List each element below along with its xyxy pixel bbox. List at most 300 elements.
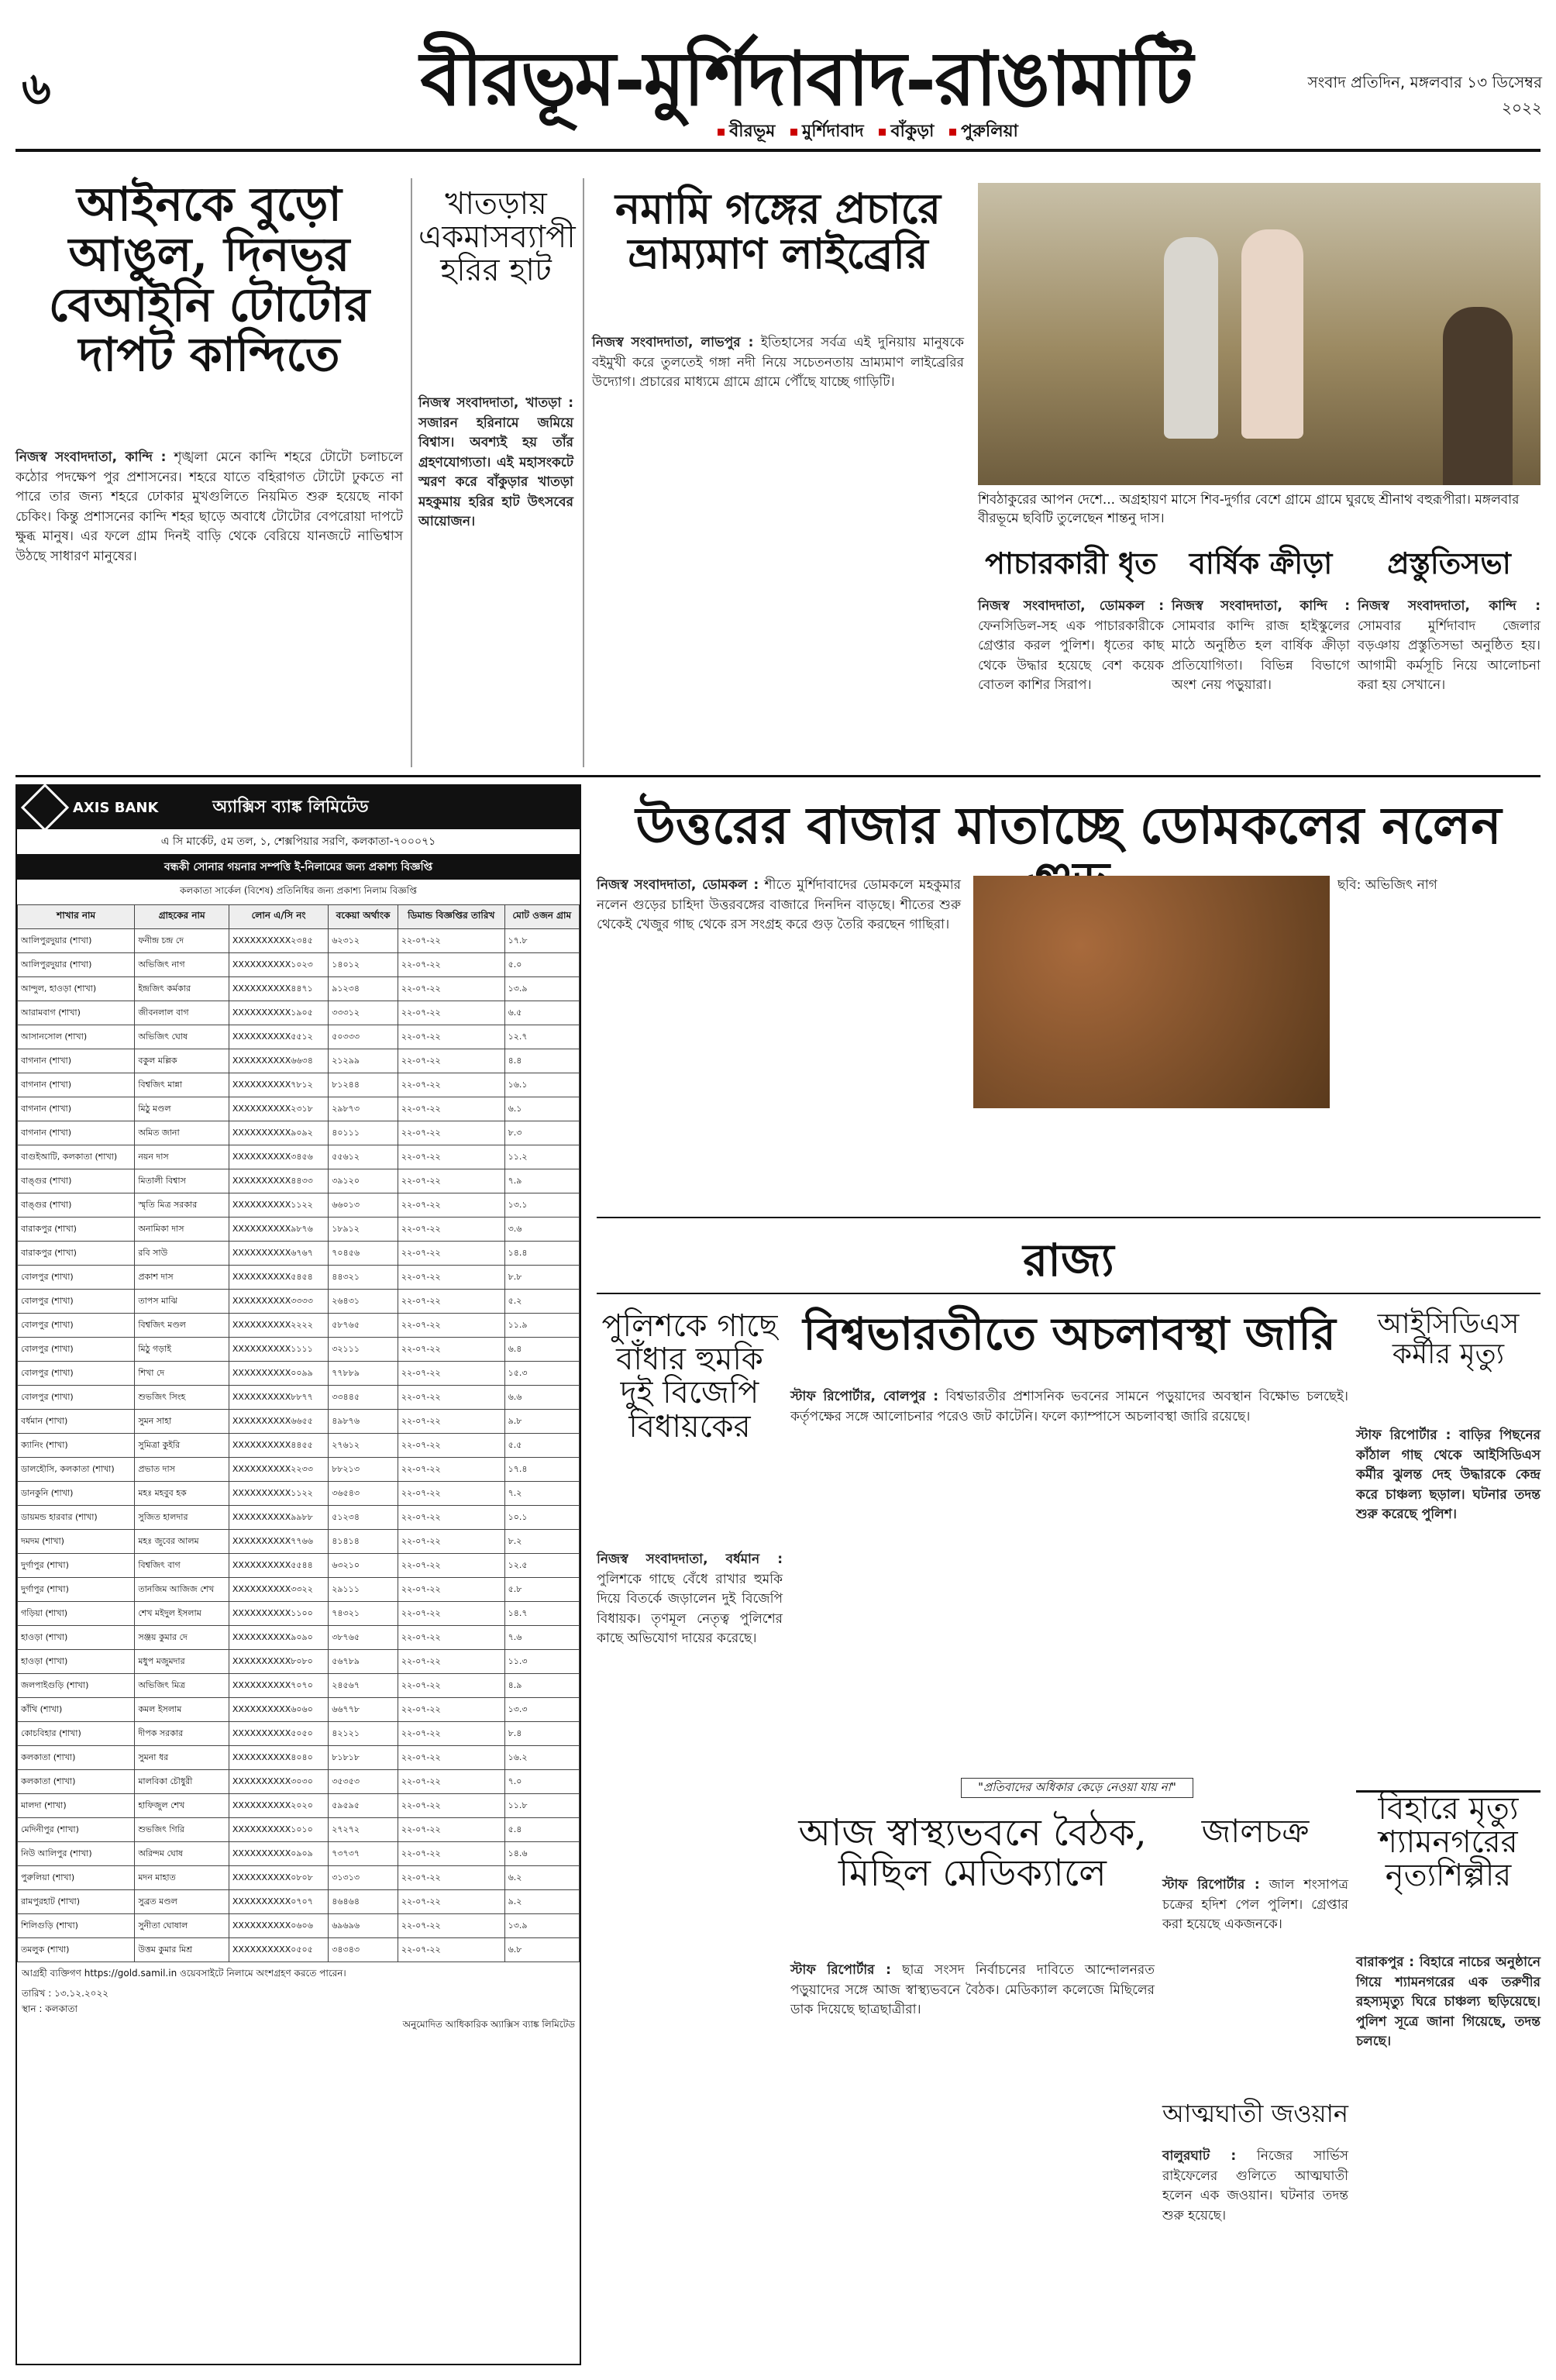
divider [411, 178, 412, 767]
sports-body [1172, 597, 1350, 767]
table-row [18, 1746, 580, 1770]
table-cell: ২৯১১১ [329, 1578, 398, 1602]
table-cell: ৮.২ [504, 1530, 579, 1554]
table-cell: ২২-০৭-২২ [398, 953, 504, 977]
table-cell: অভিজিৎ মিত্র [135, 1674, 229, 1698]
column-header: লোন এ/সি নং [229, 905, 328, 929]
visva-body [790, 1387, 1348, 1775]
table-cell: ৪২১২১ [329, 1722, 398, 1746]
table-cell: মিঠু মণ্ডল [135, 1097, 229, 1121]
ad-title: অ্যাক্সিস ব্যাঙ্ক লিমিটেড [212, 797, 369, 817]
table-cell: ৬.৪ [504, 1338, 579, 1362]
gur-lead: নিজস্ব সংবাদদাতা, ডোমকল : [597, 877, 759, 893]
table-cell: ৩.৬ [504, 1218, 579, 1242]
table-cell: XXXXXXXXXX৩৩৩৩ [229, 1290, 328, 1314]
table-cell: উত্তম কুমার মিশ্র [135, 1938, 229, 1962]
section-birbhum: বীরভূম [718, 122, 775, 141]
table-cell: মিতালী বিশ্বাস [135, 1169, 229, 1193]
performer-figure [1164, 237, 1218, 439]
table-row [18, 1169, 580, 1193]
table-cell: XXXXXXXXXX৯০৯০ [229, 1626, 328, 1650]
table-cell: XXXXXXXXXX১১০০ [229, 1602, 328, 1626]
table-cell: মিঠু গড়াই [135, 1338, 229, 1362]
smuggler-body [978, 597, 1164, 767]
column-header: ডিমান্ড বিজ্ঞপ্তির তারিখ [398, 905, 504, 929]
table-cell: ইন্দ্রজিৎ কর্মকার [135, 977, 229, 1001]
table-row [18, 1554, 580, 1578]
bjp-text: পুলিশকে গাছে বেঁধে রাখার হুমকি দিয়ে বিতর্কে জড়ালেন দুই বিজেপি বিধায়ক। তৃণমূল নেতৃত্ব পুলিশের কাছে অভিযোগ দায়ের করেছে। [597, 1571, 783, 1646]
table-cell: তমলুক (শাখা) [18, 1938, 135, 1962]
table-cell: XXXXXXXXXX৩৩২২ [229, 1578, 328, 1602]
table-cell: XXXXXXXXXX৬৬৩৪ [229, 1049, 328, 1073]
table-cell: ২২-০৭-২২ [398, 1386, 504, 1410]
dateline: সংবাদ প্রতিদিন, মঙ্গলবার ১৩ ডিসেম্বর ২০২২ [1307, 73, 1542, 117]
dancer-body [1356, 1953, 1541, 2364]
table-cell: ১১.৩ [504, 1650, 579, 1674]
table-cell: XXXXXXXXXX১৯০৫ [229, 1001, 328, 1025]
table-cell: XXXXXXXXXX৫৫১২ [229, 1025, 328, 1049]
icds-text: বাড়ির পিছনের কাঁঠাল গাছ থেকে আইসিডিএস কর্মীর ঝুলন্ত দেহ উদ্ধারকে কেন্দ্র করে চাঞ্চল্য ছড়াল। ঘটনার তদন্ত শুরু করেছে পুলিশ। [1356, 1428, 1541, 1522]
table-cell: ৩৫৩৫৩ [329, 1770, 398, 1794]
sports-lead: নিজস্ব সংবাদদাতা, কান্দি : [1172, 598, 1350, 614]
jalchakra-text: জাল শংসাপত্র চক্রের হদিশ পেল পুলিশ। গ্রেপ্তার করা হয়েছে একজনকে। [1162, 1877, 1349, 1932]
table-cell: ২২-০৭-২২ [398, 1842, 504, 1866]
table-cell: অনামিকা দাস [135, 1218, 229, 1242]
table-cell: ১৪.৬ [504, 1842, 579, 1866]
table-row [18, 1073, 580, 1097]
table-cell: ৬৬০১৩ [329, 1193, 398, 1218]
meeting-headline: প্রস্তুতিসভা [1387, 546, 1511, 580]
table-cell: রবি সাউ [135, 1242, 229, 1266]
visva-text: বিশ্বভারতীর প্রশাসনিক ভবনের সামনে পড়ুয়াদের অবস্থান বিক্ষোভ চলছেই। কর্তৃপক্ষের সঙ্গে আলোচনার পরেও জট কাটেনি। ফলে ক্যাম্পাসে অচলাবস্থা জারি রয়েছে। [790, 1389, 1348, 1424]
table-cell: ১০.১ [504, 1506, 579, 1530]
table-cell: XXXXXXXXXX১১২২ [229, 1193, 328, 1218]
table-cell: ২২-০৭-২২ [398, 1121, 504, 1145]
table-cell: ১৭.৪ [504, 1458, 579, 1482]
table-cell: আলিপুরদুয়ার (শাখা) [18, 929, 135, 953]
table-row [18, 1506, 580, 1530]
toto-lead: নিজস্ব সংবাদদাতা, কান্দি : [15, 449, 167, 465]
table-cell: ৫.৫ [504, 1434, 579, 1458]
table-cell: ৬.৮ [504, 1938, 579, 1962]
smuggler-headline: পাচারকারী ধৃত [985, 546, 1157, 580]
table-cell: রামপুরহাট (শাখা) [18, 1890, 135, 1914]
table-row [18, 1266, 580, 1290]
table-row [18, 1842, 580, 1866]
table-row [18, 1410, 580, 1434]
column-header: বকেয়া অর্থাংক [329, 905, 398, 929]
table-cell: বাগনান (শাখা) [18, 1049, 135, 1073]
ad-header [17, 786, 580, 829]
table-cell: ৮.৩ [504, 1121, 579, 1145]
table-cell: XXXXXXXXXX৮৮৭৭ [229, 1386, 328, 1410]
table-cell: বোলপুর (শাখা) [18, 1338, 135, 1362]
table-cell: শিলিগুড়ি (শাখা) [18, 1914, 135, 1938]
table-cell: স্মৃতি মিত্র সরকার [135, 1193, 229, 1218]
table-cell: XXXXXXXXXX২২৩৩ [229, 1458, 328, 1482]
table-cell: ৪৪৩২১ [329, 1266, 398, 1290]
library-lead: নিজস্ব সংবাদদাতা, লাভপুর : [592, 335, 754, 350]
table-row [18, 1338, 580, 1362]
table-cell: ৫.৮ [504, 1578, 579, 1602]
table-cell: ৫৮৭৬৫ [329, 1314, 398, 1338]
table-cell: সুমিত্রা কুইরি [135, 1434, 229, 1458]
table-cell: আলিপুরদুয়ার (শাখা) [18, 953, 135, 977]
table-cell: XXXXXXXXXX০৭০৭ [229, 1890, 328, 1914]
smuggler-text: ফেনসিডিল-সহ এক পাচারকারীকে গ্রেপ্তার করল পুলিশ। ধৃতের কাছ থেকে উদ্ধার হয়েছে বেশ কয়েক বোতল কাশির সিরাপ। [978, 618, 1164, 693]
table-cell: ২২-০৭-২২ [398, 1290, 504, 1314]
section-rule [597, 1217, 1541, 1218]
table-cell: ৩৮৭৬৫ [329, 1626, 398, 1650]
column-header: মোট ওজন গ্রাম [504, 905, 579, 929]
table-cell: ডানকুনি (শাখা) [18, 1482, 135, 1506]
table-cell: ২২-০৭-২২ [398, 1097, 504, 1121]
table-cell: XXXXXXXXXX১১২২ [229, 1482, 328, 1506]
table-cell: শিখা দে [135, 1362, 229, 1386]
table-cell: ৫.৪ [504, 1818, 579, 1842]
table-cell: ১৩.৯ [504, 1914, 579, 1938]
table-cell: ৫৬৭৮৯ [329, 1650, 398, 1674]
table-cell: বোলপুর (শাখা) [18, 1290, 135, 1314]
table-cell: গড়িয়া (শাখা) [18, 1602, 135, 1626]
table-row [18, 1578, 580, 1602]
table-row [18, 1049, 580, 1073]
visva-footnote: "প্রতিবাদের অধিকার কেড়ে নেওয়া যায় না" [961, 1778, 1193, 1798]
table-cell: ১৬.১ [504, 1073, 579, 1097]
table-cell: XXXXXXXXXX০৫০৫ [229, 1938, 328, 1962]
health-text: ছাত্র সংসদ নির্বাচনের দাবিতে আন্দোলনরত পড়ুয়াদের সঙ্গে আজ স্বাস্থ্যভবনে বৈঠক। মেডিক্যাল কলেজে মিছিলের ডাক দিয়েছে ছাত্রছাত্রীরা। [790, 1962, 1155, 2017]
table-cell: ১৮৯১২ [329, 1218, 398, 1242]
table-cell: ১৬.২ [504, 1746, 579, 1770]
table-cell: ৯১২৩৪ [329, 977, 398, 1001]
table-row [18, 1218, 580, 1242]
section-rule [15, 775, 1541, 777]
table-cell: হাফিজুল শেখ [135, 1794, 229, 1818]
table-cell: ২২-০৭-২২ [398, 1746, 504, 1770]
table-cell: ২২-০৭-২২ [398, 1674, 504, 1698]
performer-figure [1241, 229, 1303, 439]
table-cell: ২২-০৭-২২ [398, 1722, 504, 1746]
masthead: বীরভূম-মুর্শিদাবাদ-রাঙামাটি [420, 35, 1192, 122]
divider [583, 178, 584, 767]
table-cell: ২২-০৭-২২ [398, 1794, 504, 1818]
table-cell: ৬.৫ [504, 1001, 579, 1025]
table-cell: সুব্রত মণ্ডল [135, 1890, 229, 1914]
meeting-lead: নিজস্ব সংবাদদাতা, কান্দি : [1358, 598, 1541, 614]
table-row [18, 1698, 580, 1722]
table-cell: ২২-০৭-২২ [398, 1169, 504, 1193]
table-cell: নিউ আলিপুর (শাখা) [18, 1842, 135, 1866]
table-row [18, 1770, 580, 1794]
table-cell: ২২-০৭-২২ [398, 1698, 504, 1722]
table-cell: ৮.৪ [504, 1722, 579, 1746]
smuggler-lead: নিজস্ব সংবাদদাতা, ডোমকল : [978, 598, 1164, 614]
table-cell: সঞ্জয় কুমার দে [135, 1626, 229, 1650]
table-cell: ২২-০৭-২২ [398, 1266, 504, 1290]
ad-bank-name: AXIS BANK [73, 799, 159, 816]
table-cell: ৬.৬ [504, 1386, 579, 1410]
library-body [592, 333, 964, 767]
icds-headline: আইসিডিএস কর্মীর মৃত্যু [1377, 1308, 1520, 1370]
table-cell: কলকাতা (শাখা) [18, 1746, 135, 1770]
table-cell: ২২-০৭-২২ [398, 1482, 504, 1506]
health-body [790, 1961, 1155, 2364]
table-cell: দীপক সরকার [135, 1722, 229, 1746]
haat-text: সজারন হরিনামে জমিয়ে বিশ্বাস। অবশ্যই হয় তাঁর গ্রহণযোগ্যতা। এই মহাসংকটে স্মরণ করে বাঁকুড়ার খাতড়া মহকুমায় হরির হাট উৎসবের আয়োজন। [418, 415, 573, 529]
table-cell: XXXXXXXXXX২৩১৮ [229, 1097, 328, 1121]
table-cell: ১৫.৩ [504, 1362, 579, 1386]
table-cell: ৭.৯ [504, 1169, 579, 1193]
table-cell: ২২-০৭-২২ [398, 1073, 504, 1097]
table-cell: অভিজিৎ ঘোষ [135, 1025, 229, 1049]
table-cell: XXXXXXXXXX৭৮১২ [229, 1073, 328, 1097]
section-purulia: পুরুলিয়া [949, 122, 1018, 141]
table-cell: মহঃ জুবের আলম [135, 1530, 229, 1554]
table-cell: ১৩.৩ [504, 1698, 579, 1722]
table-row [18, 929, 580, 953]
gur-text: শীতে মুর্শিদাবাদের ডোমকলে মহকুমার নলেন গুড়ের চাহিদা উত্তরবঙ্গের বাজারে দিনদিন বাড়ছে। শীতের শুরু থেকেই খেজুর গাছ থেকে রস সংগ্রহ করে গুড় তৈরি করছেন গাছিরা। [597, 877, 961, 932]
table-row [18, 1794, 580, 1818]
table-row [18, 1674, 580, 1698]
table-cell: XXXXXXXXXX১১১১ [229, 1338, 328, 1362]
table-cell: মদন মাহাত [135, 1866, 229, 1890]
table-cell: ৪.৪ [504, 1049, 579, 1073]
state-section-label: রাজ্য [1023, 1234, 1114, 1286]
table-cell: ৭৩৭৩৭ [329, 1842, 398, 1866]
photo-caption: শিবঠাকুরের আপন দেশে... অগ্রহায়ণ মাসে শিব-দুর্গার বেশে গ্রামে গ্রামে ঘুরছে শ্রীনাথ বহুরূপীরা। মঙ্গলবার বীরভূমে ছবিটি তুলেছেন শান্তনু দাস। [978, 492, 1520, 526]
table-cell: ৮.৮ [504, 1266, 579, 1290]
section-rule [597, 1293, 1541, 1294]
table-row [18, 1121, 580, 1145]
gur-photo-credit: ছবি: অভিজিৎ নাগ [1337, 877, 1437, 893]
table-cell: ২২-০৭-২২ [398, 1914, 504, 1938]
table-cell: ২২-০৭-২২ [398, 1338, 504, 1362]
table-row [18, 1386, 580, 1410]
table-cell: বকুল মল্লিক [135, 1049, 229, 1073]
table-cell: অরিন্দম ঘোষ [135, 1842, 229, 1866]
table-cell: ১৭.৮ [504, 929, 579, 953]
table-cell: ২২-০৭-২২ [398, 1938, 504, 1962]
table-cell: ৮১২৪৪ [329, 1073, 398, 1097]
table-cell: বারাকপুর (শাখা) [18, 1242, 135, 1266]
festival-photo [978, 183, 1541, 485]
table-cell: ২২-০৭-২২ [398, 977, 504, 1001]
table-cell: XXXXXXXXXX২৩৪৫ [229, 929, 328, 953]
table-cell: ২২-০৭-২২ [398, 1650, 504, 1674]
meeting-body [1358, 597, 1541, 767]
ad-place: স্থান : কলকাতা [22, 2003, 77, 2014]
table-cell: ১৪০১২ [329, 953, 398, 977]
table-row [18, 977, 580, 1001]
meeting-text: সোমবার মুর্শিদাবাদ জেলার বড়ঞায় প্রস্তুতিসভা অনুষ্ঠিত হয়। আগামী কর্মসূচি নিয়ে আলোচনা করা হয় সেখানে। [1358, 618, 1541, 693]
table-cell: শেখ মইদুল ইসলাম [135, 1602, 229, 1626]
table-cell: ২২-০৭-২২ [398, 1193, 504, 1218]
suicide-lead: বালুরঘাট : [1162, 2148, 1237, 2164]
table-row [18, 1025, 580, 1049]
table-cell: ২২-০৭-২২ [398, 1049, 504, 1073]
table-cell: ৩৩৩১২ [329, 1001, 398, 1025]
table-cell: আন্দুল, হাওড়া (শাখা) [18, 977, 135, 1001]
table-cell: ৭০৪৫৬ [329, 1242, 398, 1266]
table-row [18, 1914, 580, 1938]
section-list [635, 118, 1100, 146]
ad-notice: বন্ধকী সোনার গয়নার সম্পত্তি ই-নিলামের জন্য প্রকাশ্য বিজ্ঞপ্তি [17, 855, 580, 880]
table-cell: পুরুলিয়া (শাখা) [18, 1866, 135, 1890]
table-cell: তানজিম আজিজ শেখ [135, 1578, 229, 1602]
table-cell: ৬৩২১০ [329, 1554, 398, 1578]
table-cell: ১১.২ [504, 1145, 579, 1169]
table-cell: XXXXXXXXXX৪৪৫৫ [229, 1434, 328, 1458]
table-cell: ৫০৩৩৩ [329, 1025, 398, 1049]
dancer-text: বিহারে নাচের অনুষ্ঠানে গিয়ে শ্যামনগরের এক তরুণীর রহস্যমৃত্যু ঘিরে চাঞ্চল্য ছড়িয়েছে। পুলিশ সূত্রে জানা গিয়েছে, তদন্ত চলছে। [1356, 1955, 1541, 2049]
table-cell: ১৪.৪ [504, 1242, 579, 1266]
gur-body [597, 876, 961, 1201]
table-cell: ৬.২ [504, 1866, 579, 1890]
toto-text: শৃঙ্খলা মেনে কান্দি শহরে টোটো চলাচলে কঠোর পদক্ষেপ পুর প্রশাসনের। শহরে যাতে বহিরাগত টোটো ঢুকতে না পারে তার জন্য শহরে ঢোকার মুখগুলিতে নিয়মিত শুরু হয়েছে নাকা চেকিং। কিন্তু প্রশাসনের কান্দি শহর ছাড়ে অবাধে টোটোর বেপরোয়া দাপটে ক্ষুব্ধ মানুষ। এর ফলে গ্রাম দিনই বাড়ি থেকে বেরিয়ে যানজটে নাভিশ্বাস উঠছে সাধারণ মানুষের। [15, 449, 403, 564]
table-cell: অমিত জানা [135, 1121, 229, 1145]
table-cell: ২২-০৭-২২ [398, 1410, 504, 1434]
table-cell: ২২-০৭-২২ [398, 1314, 504, 1338]
table-cell: ৯.২ [504, 1890, 579, 1914]
table-cell: মালদা (শাখা) [18, 1794, 135, 1818]
bjp-headline: পুলিশকে গাছে বাঁধার হুমকি দুই বিজেপি বিধায়কের [601, 1308, 778, 1445]
table-cell: XXXXXXXXXX৪৪৩৩ [229, 1169, 328, 1193]
table-row [18, 1242, 580, 1266]
table-cell: ৯.৮ [504, 1410, 579, 1434]
table-cell: প্রভাত দাস [135, 1458, 229, 1482]
table-cell: ২২-০৭-২২ [398, 1770, 504, 1794]
table-cell: প্রকাশ দাস [135, 1266, 229, 1290]
table-row [18, 1362, 580, 1386]
ad-date: তারিখ : ১৩.১২.২০২২ [22, 1988, 109, 1999]
table-cell: XXXXXXXXXX৯৯৮৮ [229, 1506, 328, 1530]
haat-headline: খাতড়ায় একমাসব্যাপী হরির হাট [418, 186, 576, 289]
gur-photo-caption [1337, 876, 1541, 1201]
table-row [18, 1290, 580, 1314]
table-cell: বাগনান (শাখা) [18, 1073, 135, 1097]
table-cell: মধুপ মজুমদার [135, 1650, 229, 1674]
table-cell: ১১.৮ [504, 1794, 579, 1818]
table-cell: ৫.২ [504, 1290, 579, 1314]
table-cell: ৬৬৭৭৮ [329, 1698, 398, 1722]
haat-lead: নিজস্ব সংবাদদাতা, খাতড়া : [418, 395, 573, 411]
table-row [18, 1650, 580, 1674]
table-cell: ৭৭৮৮৯ [329, 1362, 398, 1386]
table-cell: XXXXXXXXXX৪৪৭১ [229, 977, 328, 1001]
table-cell: নয়ন দাস [135, 1145, 229, 1169]
table-cell: বিশ্বজিৎ মণ্ডল [135, 1314, 229, 1338]
table-cell: কলকাতা (শাখা) [18, 1770, 135, 1794]
table-cell: ২২-০৭-২২ [398, 1554, 504, 1578]
table-cell: ২২-০৭-২২ [398, 1602, 504, 1626]
icds-lead: স্টাফ রিপোর্টার : [1356, 1428, 1451, 1443]
table-cell: ২১২৯৯ [329, 1049, 398, 1073]
table-cell: ২২-০৭-২২ [398, 1506, 504, 1530]
table-cell: ২২-০৭-২২ [398, 1578, 504, 1602]
visva-headline: বিশ্বভারতীতে অচলাবস্থা জারি [803, 1307, 1336, 1360]
table-cell: দুর্গাপুর (শাখা) [18, 1554, 135, 1578]
table-cell: ২২-০৭-২২ [398, 1362, 504, 1386]
table-cell: XXXXXXXXXX০০৯৯ [229, 1362, 328, 1386]
table-cell: ফনীন্দ্র চন্দ্র দে [135, 929, 229, 953]
table-cell: ২৬৪৩১ [329, 1290, 398, 1314]
table-cell: শুভজিৎ গিরি [135, 1818, 229, 1842]
table-row [18, 1145, 580, 1169]
bjp-lead: নিজস্ব সংবাদদাতা, বর্ধমান : [597, 1552, 783, 1567]
table-cell: তাপস মাঝি [135, 1290, 229, 1314]
jalchakra-headline: জালচক্র [1201, 1812, 1310, 1850]
icds-body [1356, 1426, 1541, 1775]
table-cell: ১২.৫ [504, 1554, 579, 1578]
column-header: গ্রাহকের নাম [135, 905, 229, 929]
table-row [18, 1722, 580, 1746]
table-cell: বর্ধমান (শাখা) [18, 1410, 135, 1434]
table-row [18, 1001, 580, 1025]
sports-headline: বার্ষিক ক্রীড়া [1189, 546, 1333, 580]
table-cell: ৬৯৬৯৬ [329, 1914, 398, 1938]
table-cell: বিশ্বজিৎ মান্না [135, 1073, 229, 1097]
table-cell: XXXXXXXXXX৪০৪০ [229, 1746, 328, 1770]
section-bankura: বাঁকুড়া [879, 122, 934, 141]
table-cell: বাগুইআটি, কলকাতা (শাখা) [18, 1145, 135, 1169]
table-row [18, 1890, 580, 1914]
ad-address: এ সি মার্কেট, ৫ম তল, ১, শেক্সপিয়ার সরণি, কলকাতা-৭০০০৭১ [17, 829, 580, 855]
table-row [18, 1482, 580, 1506]
table-cell: ৩৯১২০ [329, 1169, 398, 1193]
table-cell: XXXXXXXXXX৩৪৫৬ [229, 1145, 328, 1169]
table-cell: বোলপুর (শাখা) [18, 1386, 135, 1410]
table-cell: XXXXXXXXXX৩০৩০ [229, 1770, 328, 1794]
table-cell: XXXXXXXXXX২০২০ [229, 1794, 328, 1818]
table-cell: ২২-০৭-২২ [398, 929, 504, 953]
table-cell: ক্যানিং (শাখা) [18, 1434, 135, 1458]
table-cell: XXXXXXXXXX১০২৩ [229, 953, 328, 977]
table-cell: সুনীতা ঘোষাল [135, 1914, 229, 1938]
table-cell: বোলপুর (শাখা) [18, 1314, 135, 1338]
table-cell: সুজিত হালদার [135, 1506, 229, 1530]
visva-lead: স্টাফ রিপোর্টার, বোলপুর : [790, 1389, 939, 1404]
table-cell: ২২-০৭-২২ [398, 1242, 504, 1266]
table-cell: ২৯৮৭৩ [329, 1097, 398, 1121]
table-cell: XXXXXXXXXX৬৬৫৫ [229, 1410, 328, 1434]
table-cell: XXXXXXXXXX৮০৮০ [229, 1650, 328, 1674]
table-cell: শুভজিৎ সিংহ [135, 1386, 229, 1410]
axis-logo-icon [21, 784, 69, 832]
table-cell: XXXXXXXXXX১০১০ [229, 1818, 328, 1842]
table-cell: ২২-০৭-২২ [398, 1818, 504, 1842]
haat-body [418, 394, 573, 766]
table-cell: ২২-০৭-২২ [398, 1458, 504, 1482]
table-cell: ৫৯৫৯৫ [329, 1794, 398, 1818]
table-cell: XXXXXXXXXX৯৮৭৬ [229, 1218, 328, 1242]
dancer-headline: বিহারে মৃত্যু শ্যামনগরের নৃত্যশিল্পীর [1356, 1790, 1541, 1945]
table-row [18, 1866, 580, 1890]
table-cell: ২২-০৭-২২ [398, 1025, 504, 1049]
table-cell: বিশ্বজিৎ বাগ [135, 1554, 229, 1578]
library-text: ইতিহাসের সর্বত্র এই দুনিয়ায় মানুষকে বইমুখী করে তুলতেই গঙ্গা নদী নিয়ে সচেতনতায় ভ্রাম্যমাণ লাইব্রেরির উদ্যোগ। প্রচারের মাধ্যমে গ্রামে গ্রামে পৌঁছে যাচ্ছে গাড়িটি। [592, 335, 965, 390]
table-cell: ৩৬৫৪৩ [329, 1482, 398, 1506]
table-cell: বাগনান (শাখা) [18, 1121, 135, 1145]
table-cell: XXXXXXXXXX০৮০৮ [229, 1866, 328, 1890]
table-cell: ২২-০৭-২২ [398, 1001, 504, 1025]
gur-headline: উত্তরের বাজার মাতাচ্ছে ডোমকলের নলেন [635, 795, 1502, 856]
table-cell: ৪৬৪৬৪ [329, 1890, 398, 1914]
table-cell: ৬.১ [504, 1097, 579, 1121]
sports-text: সোমবার কান্দি রাজ হাইস্কুলের মাঠে অনুষ্ঠিত হল বার্ষিক ক্রীড়া প্রতিযোগিতা। বিভিন্ন বিভাগে অংশ নেয় পড়ুয়ারা। [1172, 618, 1350, 693]
table-cell: ১২.৭ [504, 1025, 579, 1049]
table-cell: XXXXXXXXXX৭০৭০ [229, 1674, 328, 1698]
table-cell: ৬২৩১২ [329, 929, 398, 953]
